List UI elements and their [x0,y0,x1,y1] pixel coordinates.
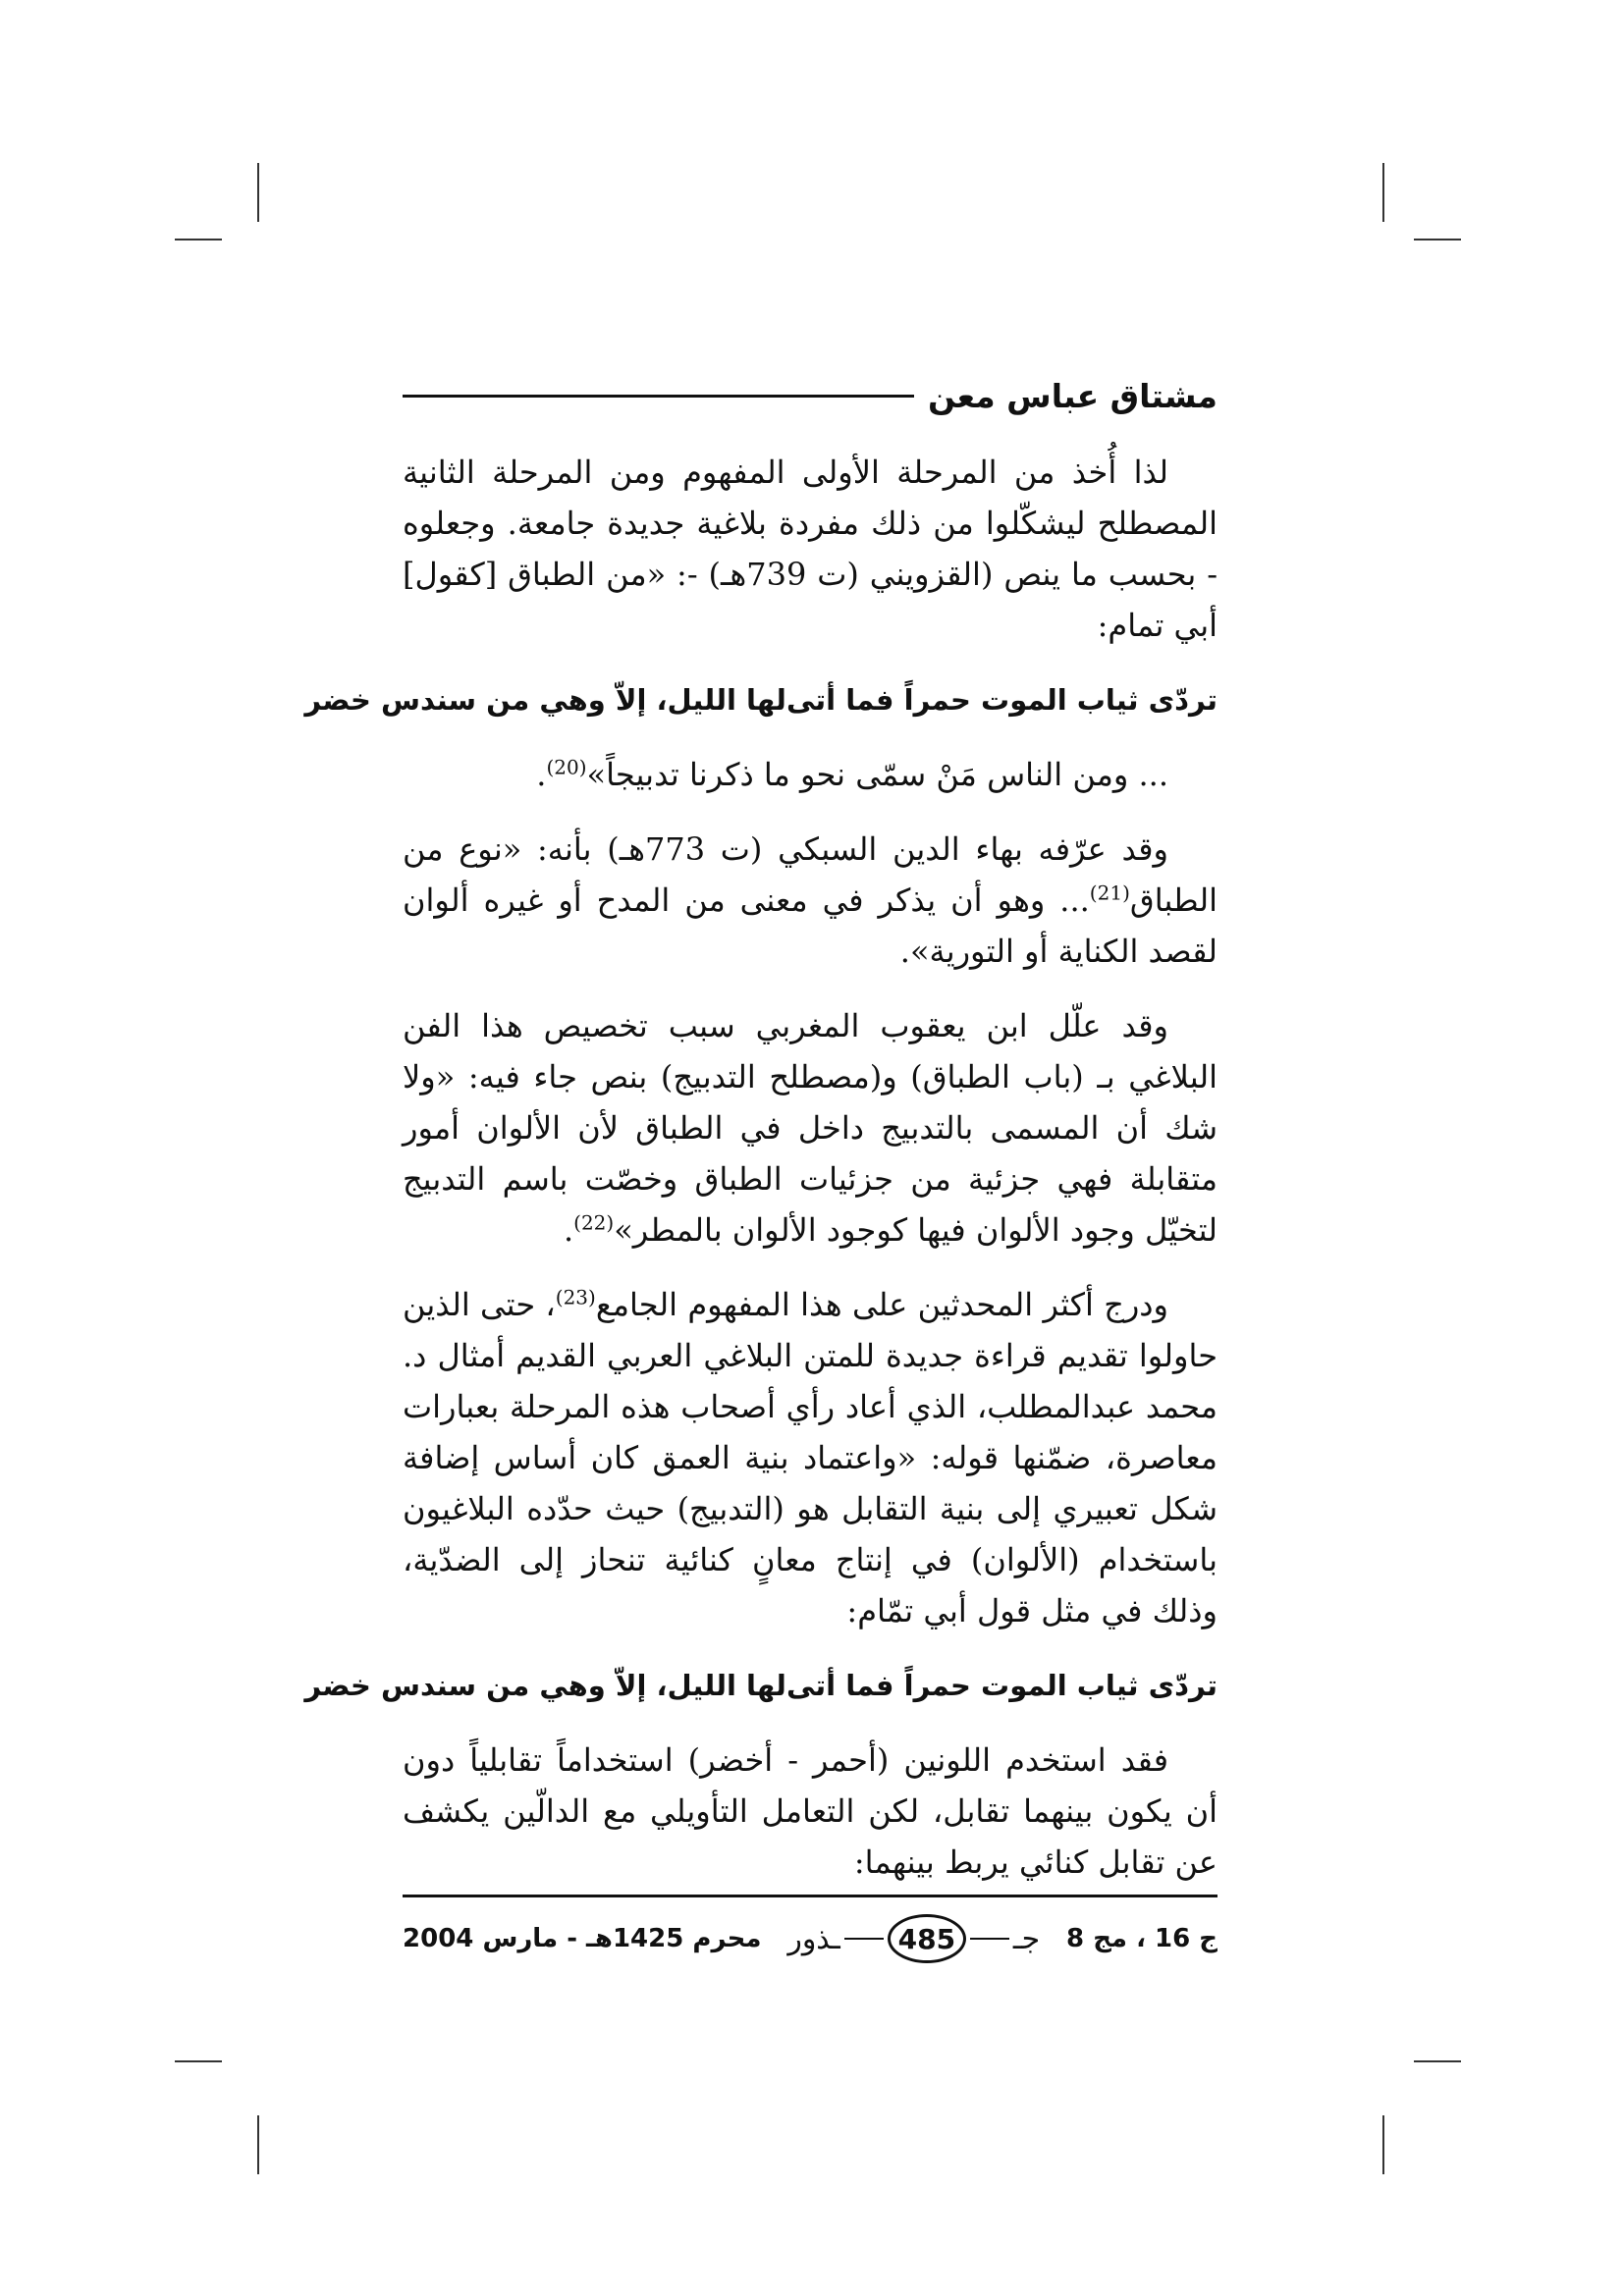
paragraph: ... ومن الناس مَنْ سمّى نحو ما ذكرنا تدبيجاً»$^{(20)}$. [536,755,1168,793]
crop-mark [175,239,222,240]
poetry-verse [304,674,1217,725]
verse-hemistich: تردّى ثياب الموت حمراً فما أتى [785,683,1217,717]
paragraph: لذا أُخذ من المرحلة الأولى المفهوم ومن المرحلة الثانية المصطلح ليشكّلوا من ذلك مفردة بلاغية جديدة جامعة. وجعلوه - بحسب ما ينص (القزويني (ت 739هـ) -: «من الطباق [كقول] أبي تمام: [403,454,1218,644]
footnote-ref: (21) [1089,881,1130,905]
page-footer [403,1909,1217,1968]
crop-mark [1382,163,1384,222]
journal-logo: جـ 485 ـذور [787,1914,1040,1963]
crop-mark [257,163,259,222]
crop-mark [1414,2060,1461,2062]
verse-hemistich: لها الليل، إلاّ وهي من سندس خضر [304,1669,786,1702]
paragraph: فقد استخدم اللونين (أحمر - أخضر) استخداماً تقابلياً دون أن يكون بينهما تقابل، لكن التعامل التأويلي مع الدالّين يكشف عن تقابل كنائي يربط بينهما: [403,1741,1217,1881]
header-rule [403,395,914,398]
footnote-ref: (22) [573,1210,615,1235]
crop-mark [1382,2115,1384,2174]
poetry-verse [304,1660,1217,1711]
crop-mark [175,2060,222,2062]
issue-info: ج 16 ، مج 8 [1066,1924,1217,1953]
running-header [403,361,1217,430]
page-number: 485 [888,1914,966,1963]
footer-rule [403,1895,1217,1897]
paragraph: ودرج أكثر المحدثين على هذا المفهوم الجامع$^{(23)}$، حتى الذين حاولوا تقديم قراءة جديدة للمتن البلاغي العربي القديم أمثال د. محمد عبدالمطلب، الذي أعاد رأي أصحاب هذه المرحلة بعبارات معاصرة، ضمّنها قوله: «واعتماد بنية العمق كان أساس إضافة شكل تعبيري إلى بنية التقابل هو (التدبيج) حيث حدّده البلاغيون باستخدام (الألوان) في إنتاج معانٍ كنائية تنحاز إلى الضدّية، وذلك في مثل قول أبي تمّام: [403,1285,1217,1629]
footnote-ref: (23) [555,1285,596,1309]
author-name: مشتاق عباس معن [927,376,1217,415]
verse-hemistich: لها الليل، إلاّ وهي من سندس خضر [304,683,786,717]
crop-mark [257,2115,259,2174]
issue-date: محرم 1425هـ - مارس 2004 [403,1924,762,1953]
paragraph: وقد عرّفه بهاء الدين السبكي (ت 773هـ) بأنه: «نوع من الطباق$^{(21)}$... وهو أن يذكر في معنى من المدح أو غيره ألوان لقصد الكناية أو التورية». [403,830,1217,970]
verse-hemistich: تردّى ثياب الموت حمراً فما أتى [785,1669,1217,1702]
crop-mark [1414,239,1461,240]
paragraph: وقد علّل ابن يعقوب المغربي سبب تخصيص هذا الفن البلاغي بـ (باب الطباق) و(مصطلح التدبيج) بنص جاء فيه: «ولا شك أن المسمى بالتدبيج داخل في الطباق لأن الألوان أمور متقابلة فهي جزئية من جزئيات الطباق وخصّت باسم التدبيج لتخيّل وجود الألوان فيها كوجود الألوان بالمطر»$^{(22)}$. [403,1007,1218,1249]
footnote-ref: (20) [546,755,587,779]
page-body [304,447,1218,1911]
